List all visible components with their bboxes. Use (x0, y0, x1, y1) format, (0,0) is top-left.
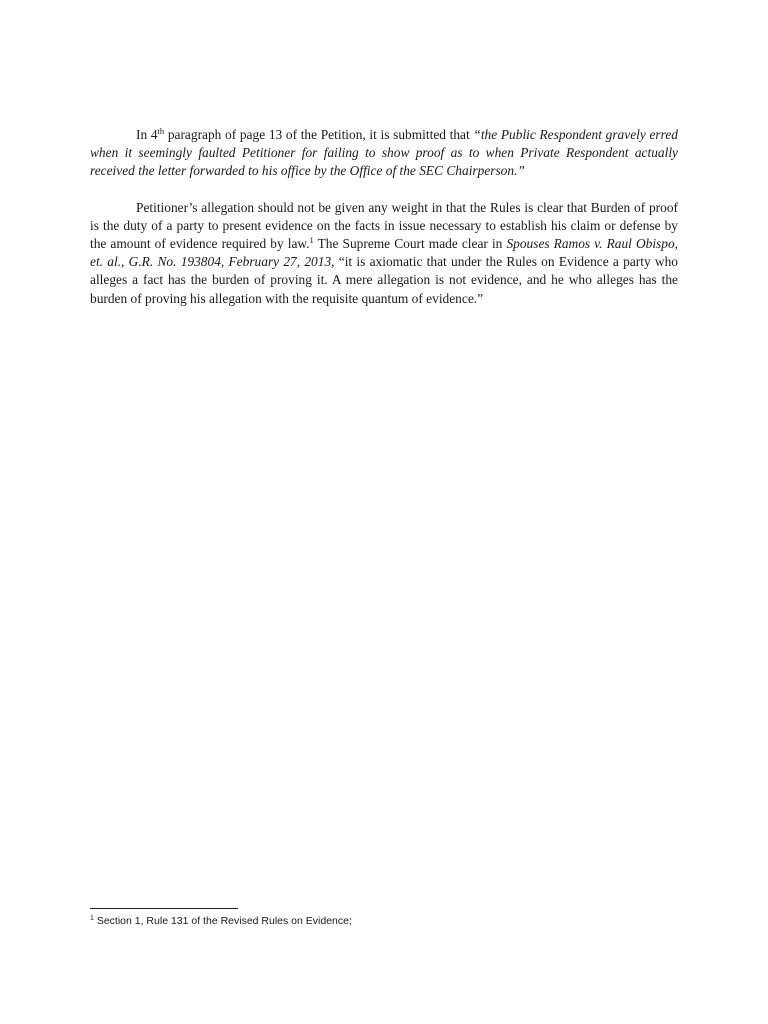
paragraph-1 (90, 126, 678, 181)
paragraph-2-part-3: , “it is axiomatic that under the Rules on Evidence a party who alleges a fact has the burden of proving it. A mere allegation is not evidence, and he who alleges has the burden of proving his allegation with the requisite quantum of evidence.” (90, 254, 678, 306)
footnote-text: Section 1, Rule 131 of the Revised Rules on Evidence; (93, 915, 352, 927)
footnote-reference: 1 (309, 235, 314, 246)
case-citation: Spouses Ramos v. Raul Obispo, et. al., G.R. No. 193804, February 27, 2013 (90, 236, 678, 270)
petition-quote: “the Public Respondent gravely erred when it seemingly faulted Petitioner for failing to show proof as to when Private Respondent actually received the letter forwarded to his office by the Office of the SEC Chairperson.” (90, 127, 678, 179)
body-text (90, 126, 678, 326)
ordinal-superscript: th (157, 126, 165, 136)
paragraph-1-intro: In 4 (136, 127, 158, 142)
paragraph-1-intro-rest: paragraph of page 13 of the Petition, it is submitted that (164, 127, 474, 142)
footnote (90, 914, 690, 928)
footnote-separator (90, 908, 238, 909)
paragraph-2-part-2: The Supreme Court made clear in (313, 236, 507, 252)
paragraph-2-part-1: Petitioner’s allegation should not be given any weight in that the Rules is clear that Burden of proof is the duty of a party to present evidence on the facts in issue necessary to establish his claim or defense by the amount of evidence required by law. (90, 199, 678, 252)
footnote-number: 1 (90, 915, 94, 922)
paragraph-2 (90, 199, 678, 308)
